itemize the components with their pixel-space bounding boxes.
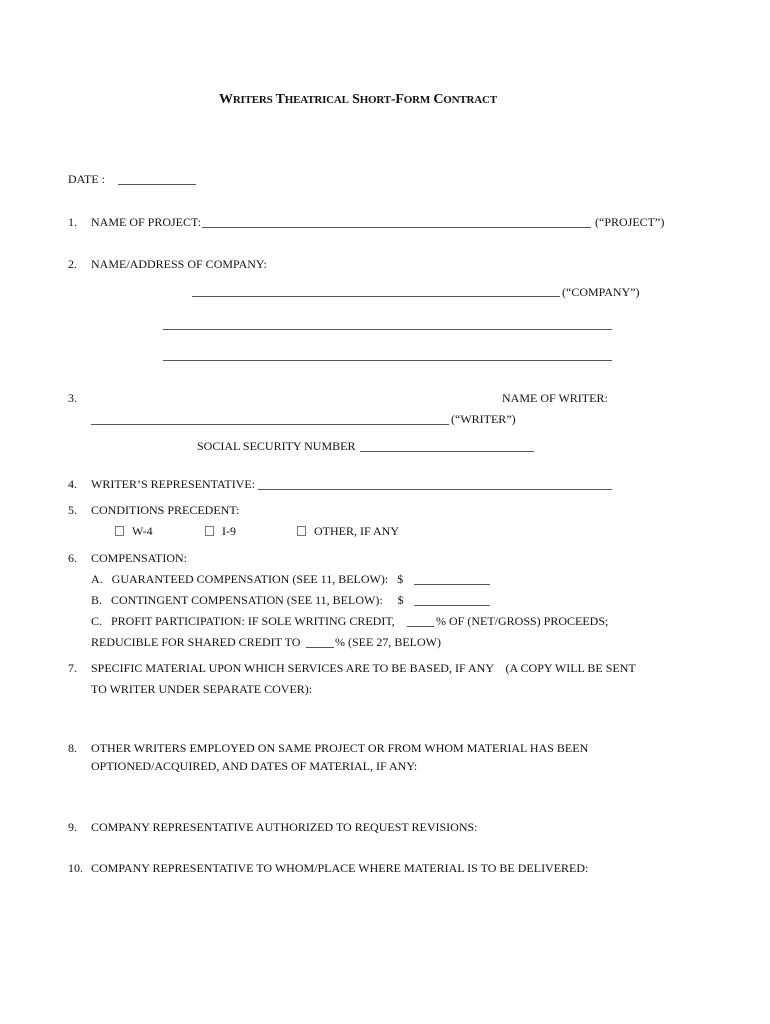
company-label: NAME/ADDRESS OF COMPANY:	[91, 257, 267, 271]
condition-other[interactable]: OTHER, IF ANY	[297, 524, 399, 538]
date-field[interactable]	[118, 184, 196, 185]
page-title: WRITERS THEATRICAL SHORT-FORM CONTRACT	[219, 92, 497, 107]
section-7-number: 7.	[68, 661, 77, 675]
writer-name-label: NAME OF WRITER:	[502, 391, 608, 405]
writer-name-field[interactable]	[91, 424, 449, 425]
contingent-compensation-label: B. CONTINGENT COMPENSATION (SEE 11, BELOW): $	[91, 593, 404, 607]
ssn-label: SOCIAL SECURITY NUMBER	[197, 439, 356, 453]
profit-participation-label: C. PROFIT PARTICIPATION: IF SOLE WRITING CREDIT,	[91, 614, 395, 628]
shared-credit-suffix: % (SEE 27, BELOW)	[335, 635, 441, 649]
other-writers-line-2: OPTIONED/ACQUIRED, AND DATES OF MATERIAL, IF ANY:	[91, 759, 418, 773]
writer-representative-field[interactable]	[258, 489, 612, 490]
compensation-label: COMPENSATION:	[91, 551, 188, 565]
checkbox-icon[interactable]	[297, 526, 306, 536]
ssn-field[interactable]	[360, 451, 534, 452]
guaranteed-compensation-field[interactable]	[414, 584, 490, 585]
checkbox-icon[interactable]	[115, 526, 124, 536]
company-address-line-1[interactable]	[163, 329, 612, 330]
date-label: DATE :	[68, 172, 105, 186]
section-9-number: 9.	[68, 820, 77, 834]
writer-suffix: (“WRITER”)	[451, 412, 516, 426]
profit-percent-field[interactable]	[407, 626, 434, 627]
contingent-compensation-field[interactable]	[414, 605, 490, 606]
company-suffix: (“COMPANY”)	[562, 285, 640, 299]
project-suffix: (“PROJECT”)	[595, 215, 665, 229]
condition-i9[interactable]: I-9	[205, 524, 236, 538]
section-4-number: 4.	[68, 477, 77, 491]
delivery-representative-label: COMPANY REPRESENTATIVE TO WHOM/PLACE WHERE MATERIAL IS TO BE DELIVERED:	[91, 861, 589, 875]
condition-w4[interactable]: W-4	[115, 524, 153, 538]
other-writers-line-1: OTHER WRITERS EMPLOYED ON SAME PROJECT OR FROM WHOM MATERIAL HAS BEEN	[91, 741, 589, 755]
section-8-number: 8.	[68, 741, 77, 755]
project-name-label: NAME OF PROJECT:	[91, 215, 202, 229]
shared-credit-percent-field[interactable]	[306, 647, 334, 648]
section-1-number: 1.	[68, 215, 77, 229]
project-name-field[interactable]	[202, 227, 591, 228]
writer-representative-label: WRITER’S REPRESENTATIVE:	[91, 477, 256, 491]
specific-material-line-1: SPECIFIC MATERIAL UPON WHICH SERVICES ARE TO BE BASED, IF ANY (A COPY WILL BE SENT	[91, 661, 636, 675]
profit-participation-suffix: % OF (NET/GROSS) PROCEEDS;	[436, 614, 609, 628]
company-name-field[interactable]	[192, 296, 560, 297]
section-6-number: 6.	[68, 551, 77, 565]
specific-material-line-2: TO WRITER UNDER SEPARATE COVER):	[91, 682, 313, 696]
company-address-line-2[interactable]	[163, 360, 612, 361]
section-3-number: 3.	[68, 391, 77, 405]
checkbox-icon[interactable]	[205, 526, 214, 536]
guaranteed-compensation-label: A. GUARANTEED COMPENSATION (SEE 11, BELOW): $	[91, 572, 404, 586]
section-10-number: 10.	[68, 861, 83, 875]
section-5-number: 5.	[68, 503, 77, 517]
shared-credit-label: REDUCIBLE FOR SHARED CREDIT TO	[91, 635, 301, 649]
revisions-representative-label: COMPANY REPRESENTATIVE AUTHORIZED TO REQUEST REVISIONS:	[91, 820, 478, 834]
section-2-number: 2.	[68, 257, 77, 271]
conditions-label: CONDITIONS PRECEDENT:	[91, 503, 240, 517]
